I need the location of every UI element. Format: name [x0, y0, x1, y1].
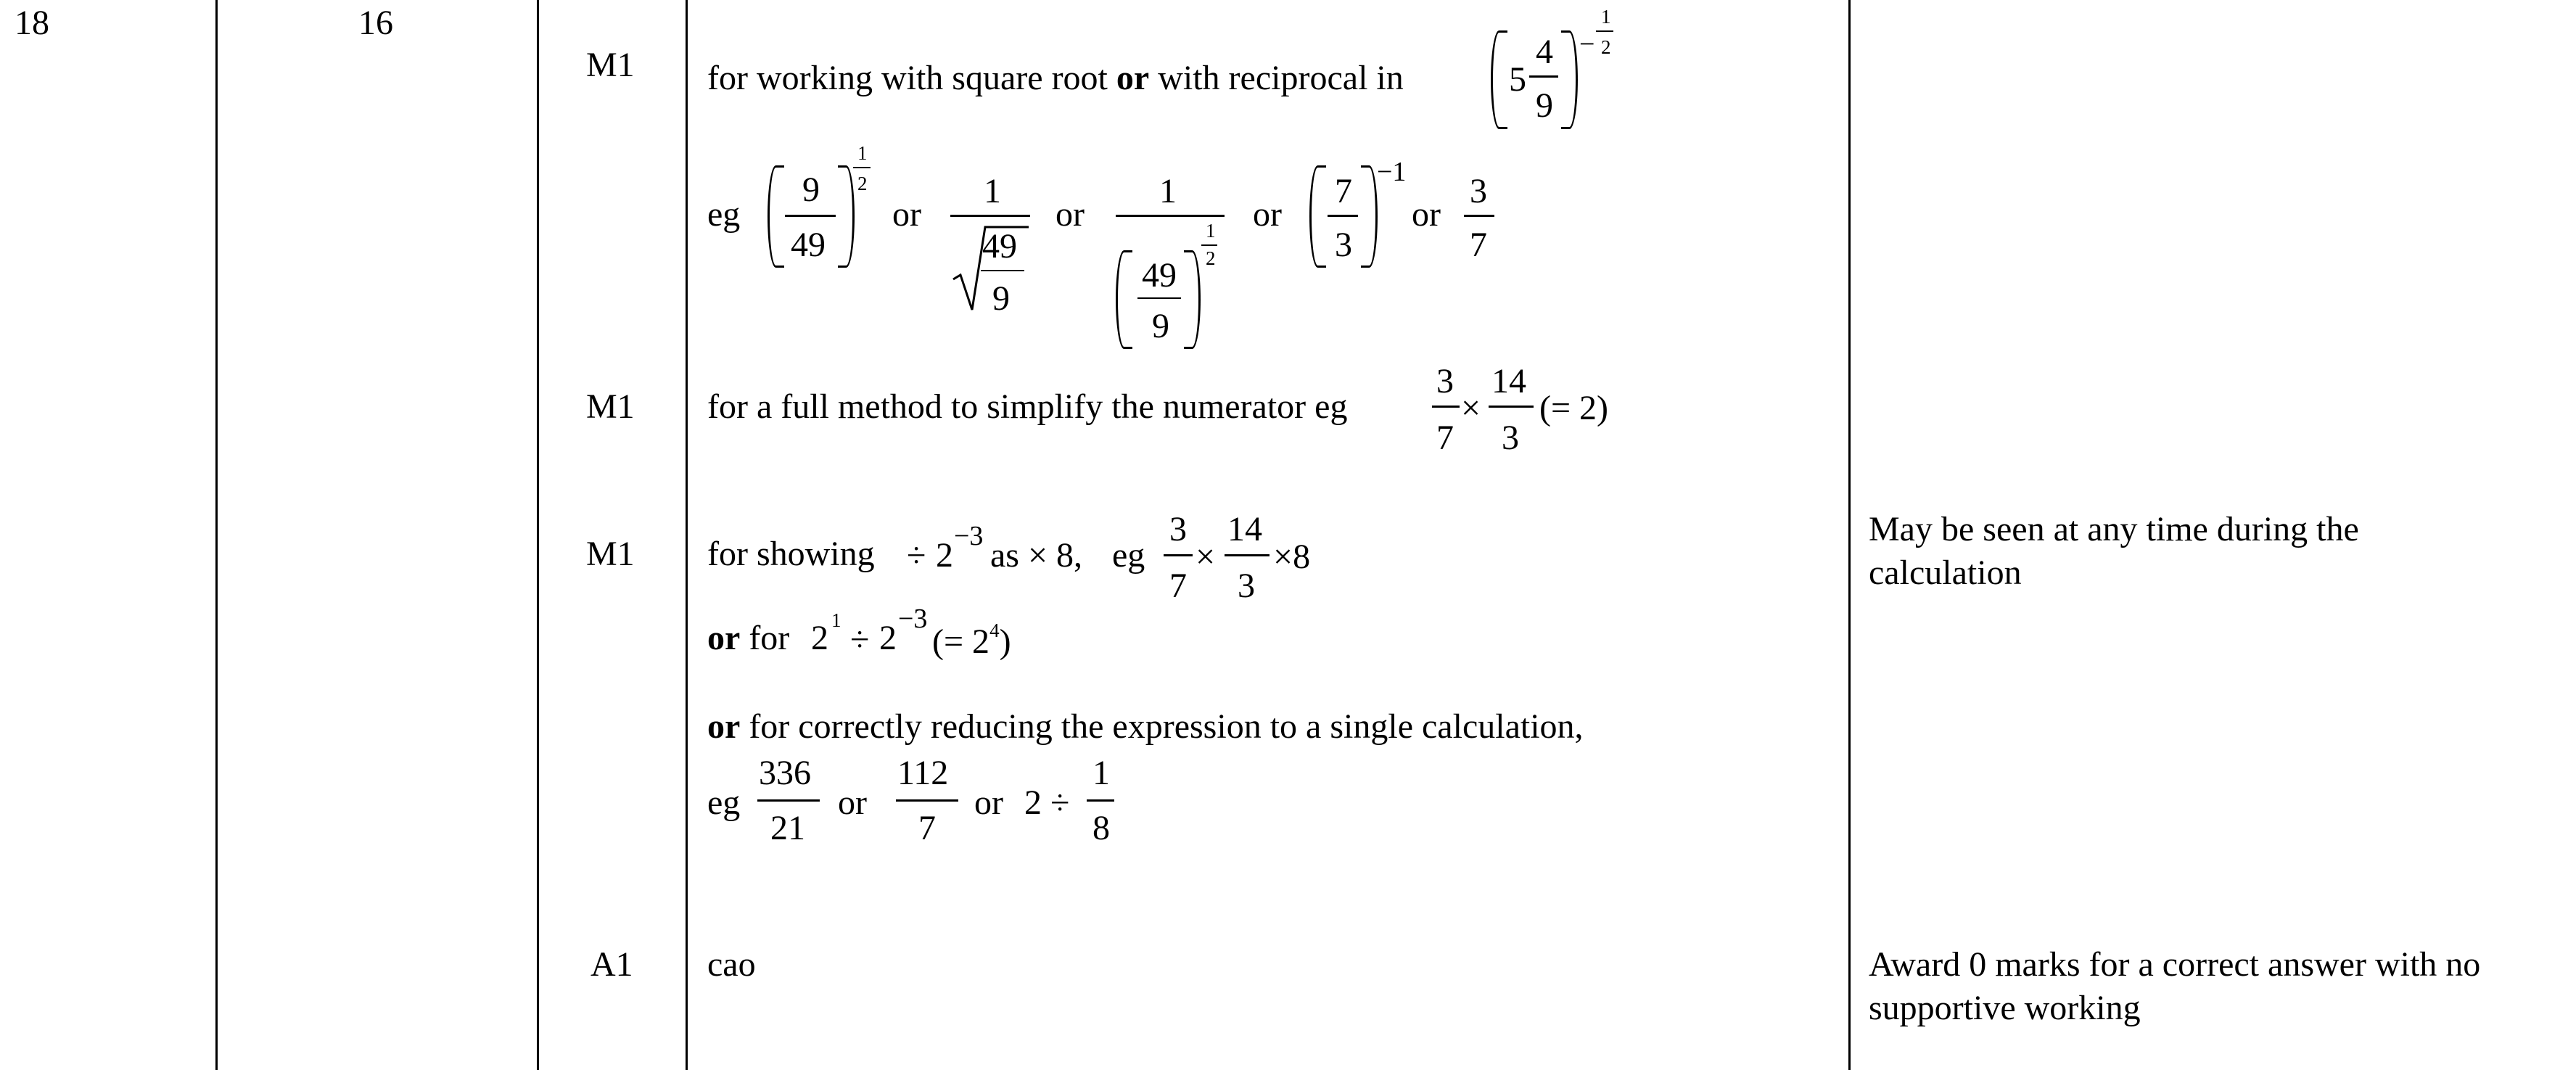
- mark-scheme-text: for a full method to simplify the numerator eg: [707, 387, 1348, 426]
- alternative-line: or for correctly reducing the expression to a single calculation,: [707, 707, 1584, 746]
- comment-line: May be seen at any time during the: [1869, 510, 2359, 548]
- alternative-line: or for: [707, 619, 790, 657]
- column-divider-3: [686, 0, 688, 1070]
- mark-scheme-text: for showing: [707, 535, 875, 573]
- comment-line: Award 0 marks for a correct answer with no: [1869, 945, 2481, 984]
- comment-line: calculation: [1869, 553, 2022, 592]
- example-label: eg: [707, 195, 741, 234]
- mark-scheme-text: cao: [707, 945, 756, 984]
- or-connector: or: [1253, 195, 1282, 234]
- column-divider-2: [537, 0, 539, 1070]
- item-number: 16: [358, 4, 393, 42]
- mark-code: M1: [586, 387, 635, 426]
- mark-code: A1: [590, 945, 633, 984]
- or-connector: or: [1055, 195, 1085, 234]
- or-connector: or: [892, 195, 921, 234]
- column-divider-4: [1848, 0, 1851, 1070]
- example-label: eg: [707, 783, 741, 822]
- comment-line: supportive working: [1869, 989, 2141, 1027]
- question-number: 18: [15, 4, 49, 42]
- mark-code: M1: [586, 535, 635, 573]
- mark-scheme-text: for working with square root or with reciprocal in: [707, 59, 1404, 97]
- mark-code: M1: [586, 46, 635, 84]
- or-connector: or: [1412, 195, 1441, 234]
- column-divider-1: [215, 0, 218, 1070]
